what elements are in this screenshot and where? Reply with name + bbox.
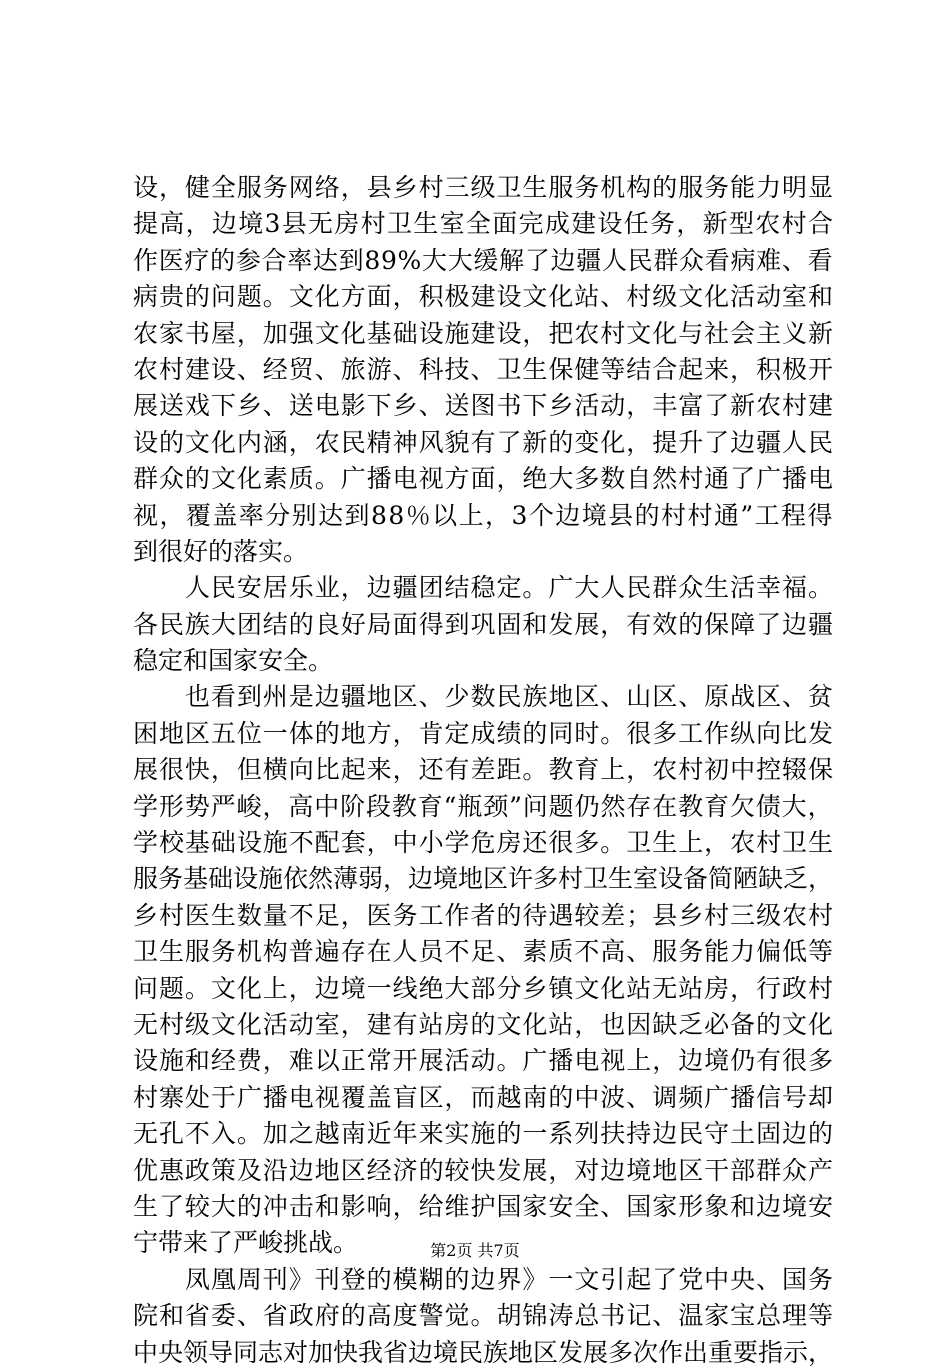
text-line: 农家书屋，加强文化基础设施建设，把农村文化与社会主义新 <box>133 318 834 348</box>
text-line: 提高，边境3县无房村卫生室全面完成建设任务，新型农村合 <box>133 209 835 239</box>
page-number-footer: 第2页 共7页 <box>430 1241 520 1260</box>
text-line: 作医疗的参合率达到89%大大缓解了边疆人民群众看病难、看 <box>133 245 834 275</box>
text-line: 困地区五位一体的地方，肯定成绩的同时。很多工作纵向比发 <box>133 718 834 748</box>
text-line: 卫生服务机构普遍存在人员不足、素质不高、服务能力偏低等 <box>133 937 834 967</box>
text-line: 无孔不入。加之越南近年来实施的一系列扶持边民守土固边的 <box>133 1119 834 1149</box>
text-line: 生了较大的冲击和影响，给维护国家安全、国家形象和边境安 <box>133 1191 834 1221</box>
text-line: 院和省委、省政府的高度警觉。胡锦涛总书记、温家宝总理等 <box>133 1301 834 1331</box>
text-line: 人民安居乐业，边疆团结稳定。广大人民群众生活幸福。 <box>133 573 834 603</box>
text-line: 设的文化内涵，农民精神风貌有了新的变化，提升了边疆人民 <box>133 427 834 457</box>
text-line: 乡村医生数量不足，医务工作者的待遇较差；县乡村三级农村 <box>133 900 834 930</box>
text-line: 设，健全服务网络，县乡村三级卫生服务机构的服务能力明显 <box>133 173 834 202</box>
text-line: 无村级文化活动室，建有站房的文化站，也因缺乏必备的文化 <box>133 1009 834 1039</box>
text-line: 到很好的落实。 <box>133 536 309 566</box>
text-line: 展送戏下乡、送电影下乡、送图书下乡活动，丰富了新农村建 <box>133 391 834 421</box>
text-line: 宁带来了严峻挑战。 <box>133 1228 359 1258</box>
text-line: 病贵的问题。文化方面，积极建设文化站、村级文化活动室和 <box>133 282 834 312</box>
text-line: 群众的文化素质。广播电视方面，绝大多数自然村通了广播电 <box>133 464 834 494</box>
text-line: 视，覆盖率分别达到88％以上，3个边境县的村村通”工程得 <box>133 500 834 530</box>
text-line: 凤凰周刊》刊登的模糊的边界》一文引起了党中央、国务 <box>133 1264 834 1294</box>
text-line: 优惠政策及沿边地区经济的较快发展，对边境地区干部群众产 <box>133 1155 834 1185</box>
document-body <box>133 170 833 1371</box>
text-line: 村寨处于广播电视覆盖盲区，而越南的中波、调频广播信号却 <box>133 1082 834 1112</box>
text-line: 各民族大团结的良好局面得到巩固和发展，有效的保障了边疆 <box>133 609 834 639</box>
text-line: 农村建设、经贸、旅游、科技、卫生保健等结合起来，积极开 <box>133 354 834 384</box>
text-line: 问题。文化上，边境一线绝大部分乡镇文化站无站房，行政村 <box>133 973 834 1003</box>
text-line: 展很快，但横向比起来，还有差距。教育上，农村初中控辍保 <box>133 755 834 785</box>
text-line: 中央领导同志对加快我省边境民族地区发展多次作出重要指示， <box>133 1337 834 1367</box>
text-line: 学校基础设施不配套，中小学危房还很多。卫生上，农村卫生 <box>133 828 834 858</box>
text-line: 也看到州是边疆地区、少数民族地区、山区、原战区、贫 <box>133 682 834 712</box>
text-line: 服务基础设施依然薄弱，边境地区许多村卫生室设备简陋缺乏， <box>133 864 834 894</box>
text-line: 设施和经费，难以正常开展活动。广播电视上，边境仍有很多 <box>133 1046 834 1076</box>
text-line: 学形势严峻，高中阶段教育“瓶颈”问题仍然存在教育欠债大， <box>133 791 834 821</box>
text-line: 稳定和国家安全。 <box>133 646 334 676</box>
